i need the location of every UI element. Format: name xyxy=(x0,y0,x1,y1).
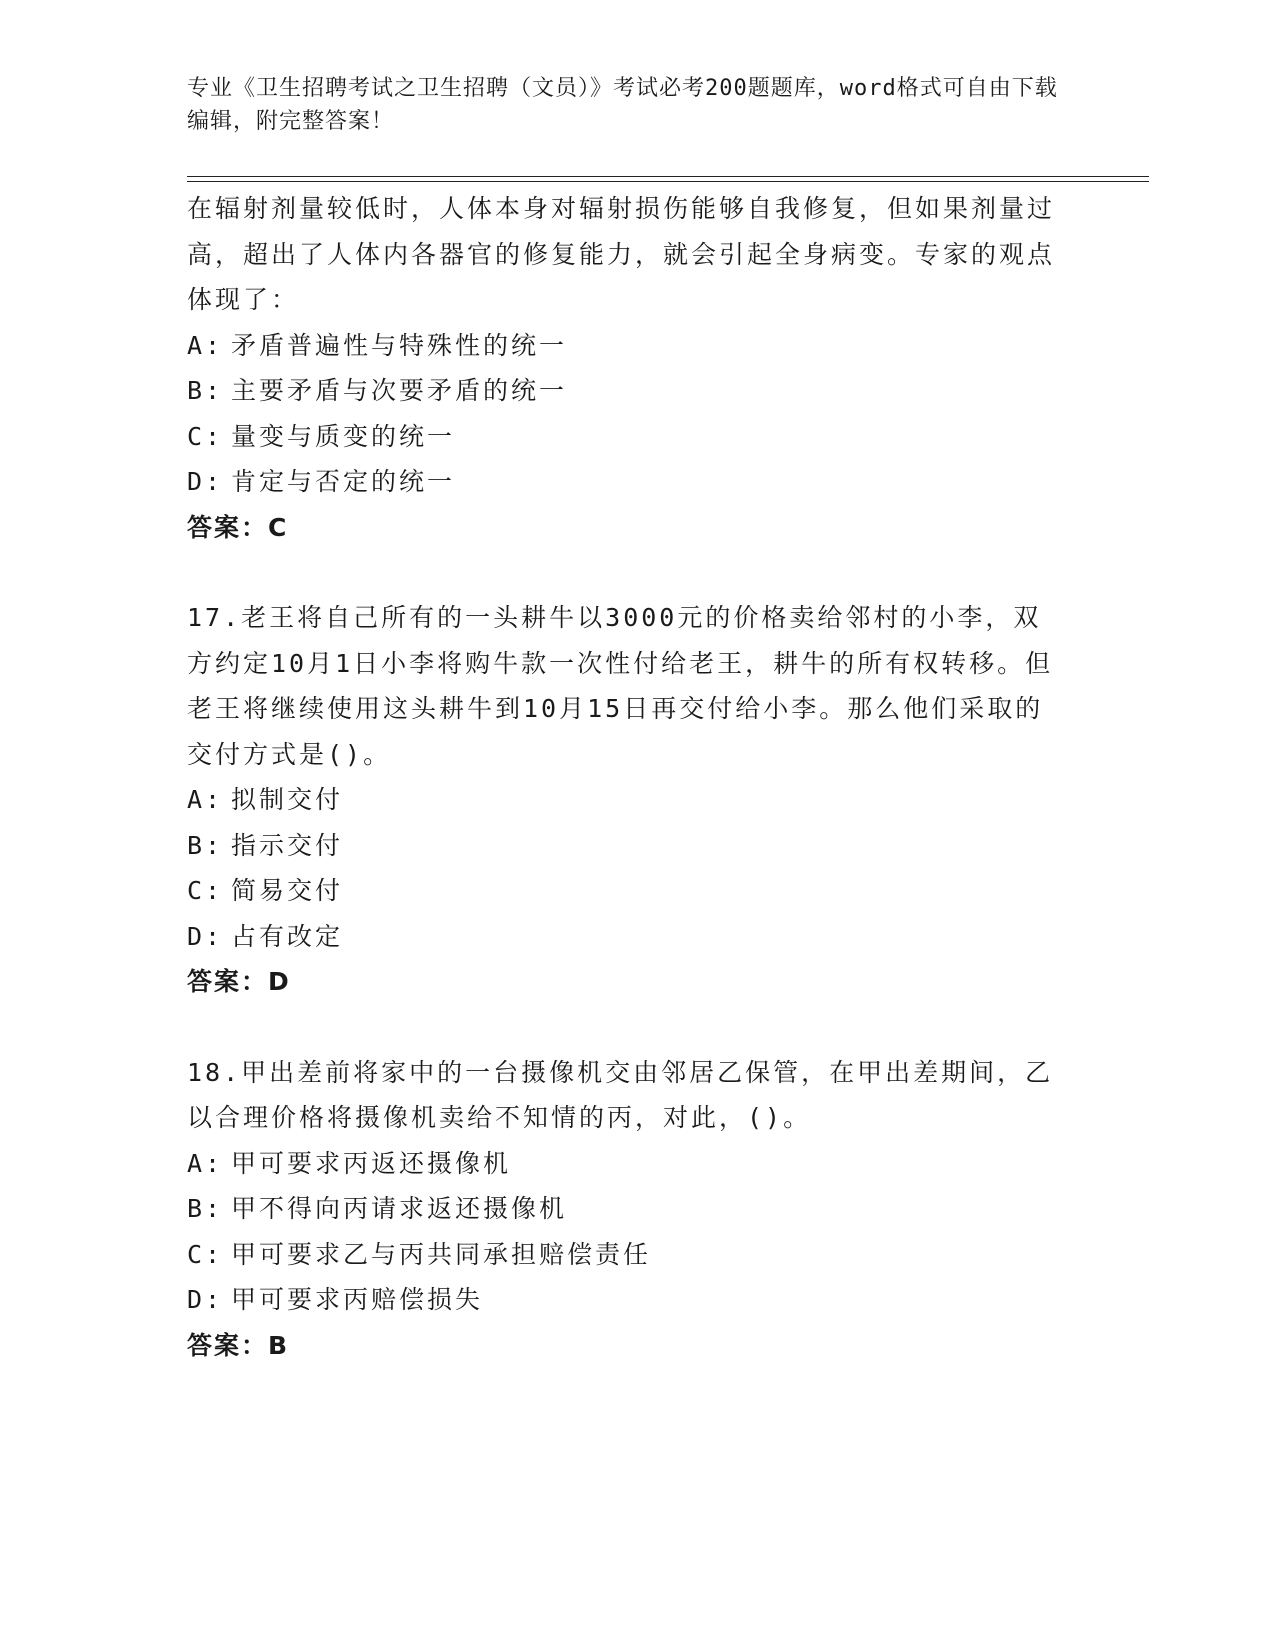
option-text: 甲可要求丙赔偿损失 xyxy=(231,1285,484,1314)
question-block xyxy=(187,595,1067,1005)
question-list xyxy=(187,186,1067,1368)
option-text: 甲可要求乙与丙共同承担赔偿责任 xyxy=(231,1239,652,1269)
option-c xyxy=(187,414,1067,460)
document-header: 专业《卫生招聘考试之卫生招聘（文员）》考试必考200题题库，word格式可自由下载编辑，附完整答案！ xyxy=(187,76,1058,134)
question-block xyxy=(187,186,1067,550)
option-letter: C: xyxy=(187,421,224,451)
option-a xyxy=(187,323,1067,369)
option-letter: D: xyxy=(187,1285,224,1314)
option-text: 矛盾普遍性与特殊性的统一 xyxy=(231,330,568,360)
option-letter: A: xyxy=(187,1148,224,1178)
header-divider-line xyxy=(187,181,1149,182)
option-text: 简易交付 xyxy=(231,876,344,905)
option-text: 占有改定 xyxy=(231,921,344,951)
option-a xyxy=(187,777,1067,823)
question-stem: 18.甲出差前将家中的一台摄像机交由邻居乙保管，在甲出差期间，乙以合理价格将摄像机卖给不知情的丙，对此，()。 xyxy=(187,1057,1054,1132)
option-text: 主要矛盾与次要矛盾的统一 xyxy=(231,376,568,405)
option-a xyxy=(187,1141,1067,1187)
answer-line: 答案：C xyxy=(187,512,289,542)
option-c xyxy=(187,868,1067,914)
option-letter: A: xyxy=(187,785,224,814)
option-text: 拟制交付 xyxy=(231,785,344,814)
question-block xyxy=(187,1050,1067,1369)
option-text: 甲不得向丙请求返还摄像机 xyxy=(231,1194,568,1223)
option-text: 指示交付 xyxy=(231,830,344,860)
option-c xyxy=(187,1232,1067,1278)
question-stem: 17.老王将自己所有的一头耕牛以3000元的价格卖给邻村的小李，双方约定10月1日小李将购牛款一次性付给老王，耕牛的所有权转移。但老王将继续使用这头耕牛到10月15日再交付给小李。那么他们采取的交付方式是()。 xyxy=(187,603,1054,769)
option-letter: B: xyxy=(187,376,224,405)
option-d xyxy=(187,459,1067,505)
option-text: 量变与质变的统一 xyxy=(231,421,456,451)
option-b xyxy=(187,1186,1067,1232)
option-text: 肯定与否定的统一 xyxy=(231,467,456,496)
option-letter: A: xyxy=(187,330,224,360)
option-letter: D: xyxy=(187,467,224,496)
answer-line: 答案：B xyxy=(187,1330,290,1360)
option-letter: C: xyxy=(187,876,224,905)
option-letter: B: xyxy=(187,1194,224,1223)
option-b xyxy=(187,368,1067,414)
option-letter: D: xyxy=(187,921,224,951)
answer-line: 答案：D xyxy=(187,967,291,996)
option-b xyxy=(187,823,1067,869)
option-letter: C: xyxy=(187,1239,224,1269)
option-letter: B: xyxy=(187,830,224,860)
question-stem: 在辐射剂量较低时，人体本身对辐射损伤能够自我修复，但如果剂量过高，超出了人体内各器官的修复能力，就会引起全身病变。专家的观点体现了： xyxy=(187,194,1056,314)
option-d xyxy=(187,1277,1067,1323)
option-text: 甲可要求丙返还摄像机 xyxy=(231,1148,512,1178)
header-divider-line xyxy=(187,176,1149,177)
option-d xyxy=(187,914,1067,960)
